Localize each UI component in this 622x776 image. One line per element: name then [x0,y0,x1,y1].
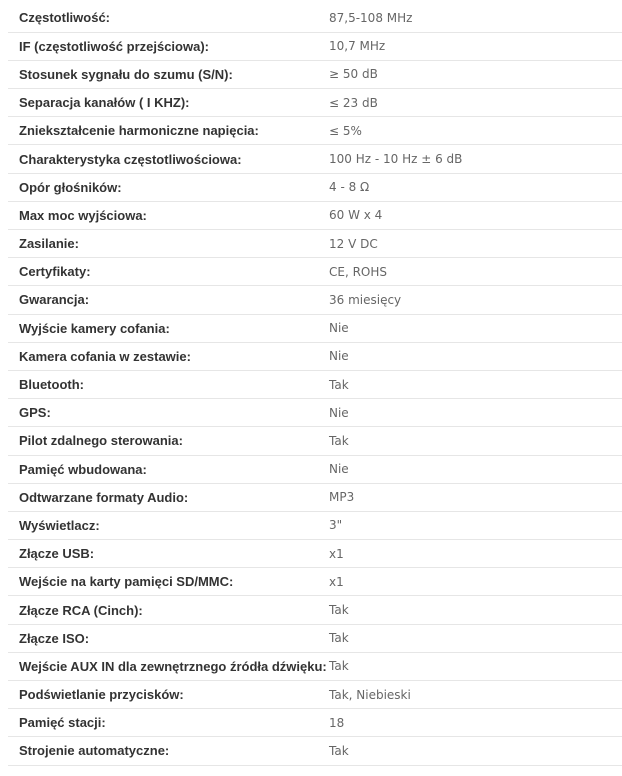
spec-value: Tak [329,631,349,646]
spec-row [8,370,622,398]
spec-row [8,596,622,624]
spec-value: Tak [329,377,349,392]
spec-label: Opór głośników: [19,179,122,195]
spec-value: 12 V DC [329,236,378,251]
spec-value: 100 Hz - 10 Hz ± 6 dB [329,152,463,167]
spec-value: Tak [329,603,349,618]
spec-row [8,342,622,370]
spec-value: ≤ 5% [329,123,362,138]
spec-value: Nie [329,462,349,477]
spec-row [8,681,622,709]
spec-row [8,427,622,455]
spec-label: IF (częstotliwość przejściowa): [19,38,209,54]
spec-label: Wyjście kamery cofania: [19,320,170,336]
spec-row [8,117,622,145]
spec-row [8,201,622,229]
spec-row [8,737,622,765]
spec-label: Strojenie automatyczne: [19,743,170,759]
spec-row [8,230,622,258]
spec-row [8,483,622,511]
spec-row [8,314,622,342]
spec-row [8,60,622,88]
spec-label: Częstotliwość: [19,10,111,26]
spec-label: Wyświetlacz: [19,517,100,533]
spec-value: Nie [329,321,349,336]
spec-value: Tak [329,433,349,448]
spec-label: Zniekształcenie harmoniczne napięcia: [19,123,259,139]
spec-row [8,145,622,173]
spec-row [8,624,622,652]
spec-label: Złącze USB: [19,546,95,562]
spec-value: 36 miesięcy [329,292,402,307]
spec-row [8,511,622,539]
spec-label: Złącze ISO: [19,630,90,646]
spec-label: Charakterystyka częstotliwościowa: [19,151,242,167]
spec-row [8,258,622,286]
spec-value: Tak [329,743,349,758]
spec-value: 87,5-108 MHz [329,10,413,25]
spec-label: Pamięć wbudowana: [19,461,147,477]
spec-value: Nie [329,349,349,364]
spec-row [8,709,622,737]
spec-value: ≥ 50 dB [329,67,378,82]
spec-value: 10,7 MHz [329,39,386,54]
spec-label: Złącze RCA (Cinch): [19,602,143,618]
spec-row [8,89,622,117]
spec-label: GPS: [19,405,51,421]
spec-label: Bluetooth: [19,377,84,393]
spec-label: Certyfikaty: [19,264,91,280]
spec-label: Pamięć stacji: [19,715,106,731]
specifications-table [8,4,622,766]
spec-label: Odtwarzane formaty Audio: [19,489,189,505]
spec-label: Kamera cofania w zestawie: [19,348,191,364]
spec-value: 3" [329,518,343,533]
spec-value: x1 [329,574,344,589]
spec-value: CE, ROHS [329,264,388,279]
spec-row [8,568,622,596]
spec-label: Pilot zdalnego sterowania: [19,433,183,449]
spec-label: Gwarancja: [19,292,90,308]
spec-value: 4 - 8 Ω [329,180,370,195]
spec-value: 18 [329,715,345,730]
spec-label: Stosunek sygnału do szumu (S/N): [19,66,233,82]
spec-value: 60 W x 4 [329,208,383,223]
spec-value: x1 [329,546,344,561]
specifications-body [8,4,622,765]
spec-row [8,286,622,314]
spec-value: Nie [329,405,349,420]
spec-label: Podświetlanie przycisków: [19,687,184,703]
spec-row [8,399,622,427]
spec-label: Wejście na karty pamięci SD/MMC: [19,574,234,590]
spec-value: MP3 [329,490,355,505]
spec-row [8,540,622,568]
spec-value: ≤ 23 dB [329,95,378,110]
spec-label: Separacja kanałów ( I KHZ): [19,95,190,111]
spec-row [8,652,622,680]
spec-row [8,4,622,32]
spec-value: Tak [329,659,349,674]
spec-row [8,455,622,483]
spec-row [8,173,622,201]
spec-row [8,32,622,60]
spec-value: Tak, Niebieski [329,687,411,702]
spec-label: Max moc wyjściowa: [19,207,147,223]
spec-label: Zasilanie: [19,236,79,252]
spec-label: Wejście AUX IN dla zewnętrznego źródła dźwięku: [19,658,327,674]
